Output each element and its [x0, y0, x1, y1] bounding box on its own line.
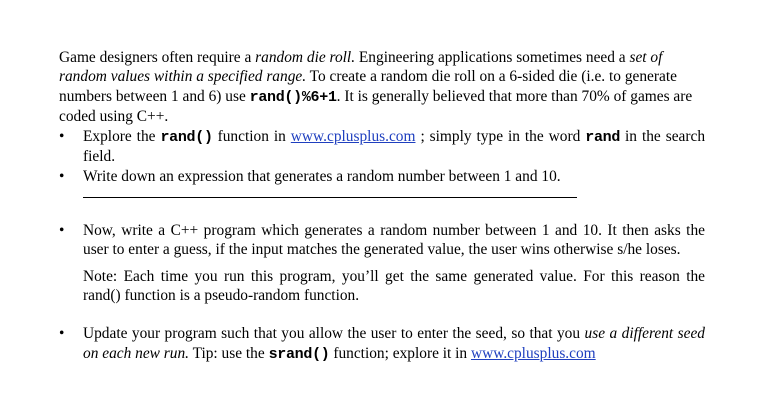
bullet-dot-icon: •: [59, 127, 65, 145]
note-paragraph: Note: Each time you run this program, you’ll get the same generated value. For this reason the rand() function is a pseudo-random function.: [83, 267, 705, 305]
bullet-dot-icon: •: [59, 325, 65, 343]
b4-code-srand: srand(): [268, 345, 330, 363]
intro-emphasis-range: set of random values within a specified range.: [59, 49, 663, 86]
bullet-dot-icon: •: [59, 168, 65, 186]
cplusplus-link-2[interactable]: www.cplusplus.com: [470, 344, 596, 362]
intro-text-2: Engineering applications sometimes need a: [355, 49, 630, 66]
bullet-explore-rand: [59, 127, 705, 167]
intro-text-4: . It is generally believed that more than 70% of games are coded using C++.: [59, 87, 693, 126]
answer-blank-line: [83, 197, 577, 198]
b1-code-rand-word: rand: [585, 128, 621, 146]
b4-text-2: Tip: use the: [189, 344, 269, 362]
task-list-top: [59, 127, 705, 187]
intro-emphasis-die-roll: random die roll.: [255, 49, 356, 66]
b1-text-2: function in: [212, 127, 291, 145]
bullet-write-expression: [59, 167, 705, 186]
intro-code-rand-mod: rand()%6+1: [249, 88, 337, 106]
task-list-final: [59, 324, 705, 364]
b4-text-3: function; explore it in: [329, 344, 471, 362]
bullet-write-program: [59, 221, 705, 260]
b4-emphasis-seed: use a different seed on each new run.: [83, 325, 705, 362]
bullet-update-program: [59, 324, 705, 364]
intro-text-3: To create a random die roll on a 6-sided die (i.e. to generate numbers between 1 and 6) use: [59, 68, 677, 105]
b2-text: Write down an expression that generates a random number between 1 and 10.: [83, 168, 561, 186]
b1-text-3: ; simply type in the word: [415, 127, 586, 145]
cplusplus-link[interactable]: www.cplusplus.com: [290, 127, 416, 145]
bullet-dot-icon: •: [59, 221, 65, 239]
intro-text-1: Game designers often require a: [59, 49, 256, 66]
exercise-document: [59, 48, 705, 364]
b1-code-rand: rand(): [160, 128, 213, 146]
intro-paragraph: [59, 48, 705, 127]
b1-text-1: Explore the: [83, 127, 161, 145]
b4-text-1: Update your program such that you allow the user to enter the seed, so that you: [83, 325, 585, 343]
b1-text-4: in the search field.: [83, 127, 706, 166]
b3-text: Now, write a C++ program which generates a random number between 1 and 10. It then asks the user to enter a guess, if the input matches the generated value, the user wins otherwise s/he loses.: [83, 221, 705, 259]
task-list-bottom: [59, 221, 705, 260]
